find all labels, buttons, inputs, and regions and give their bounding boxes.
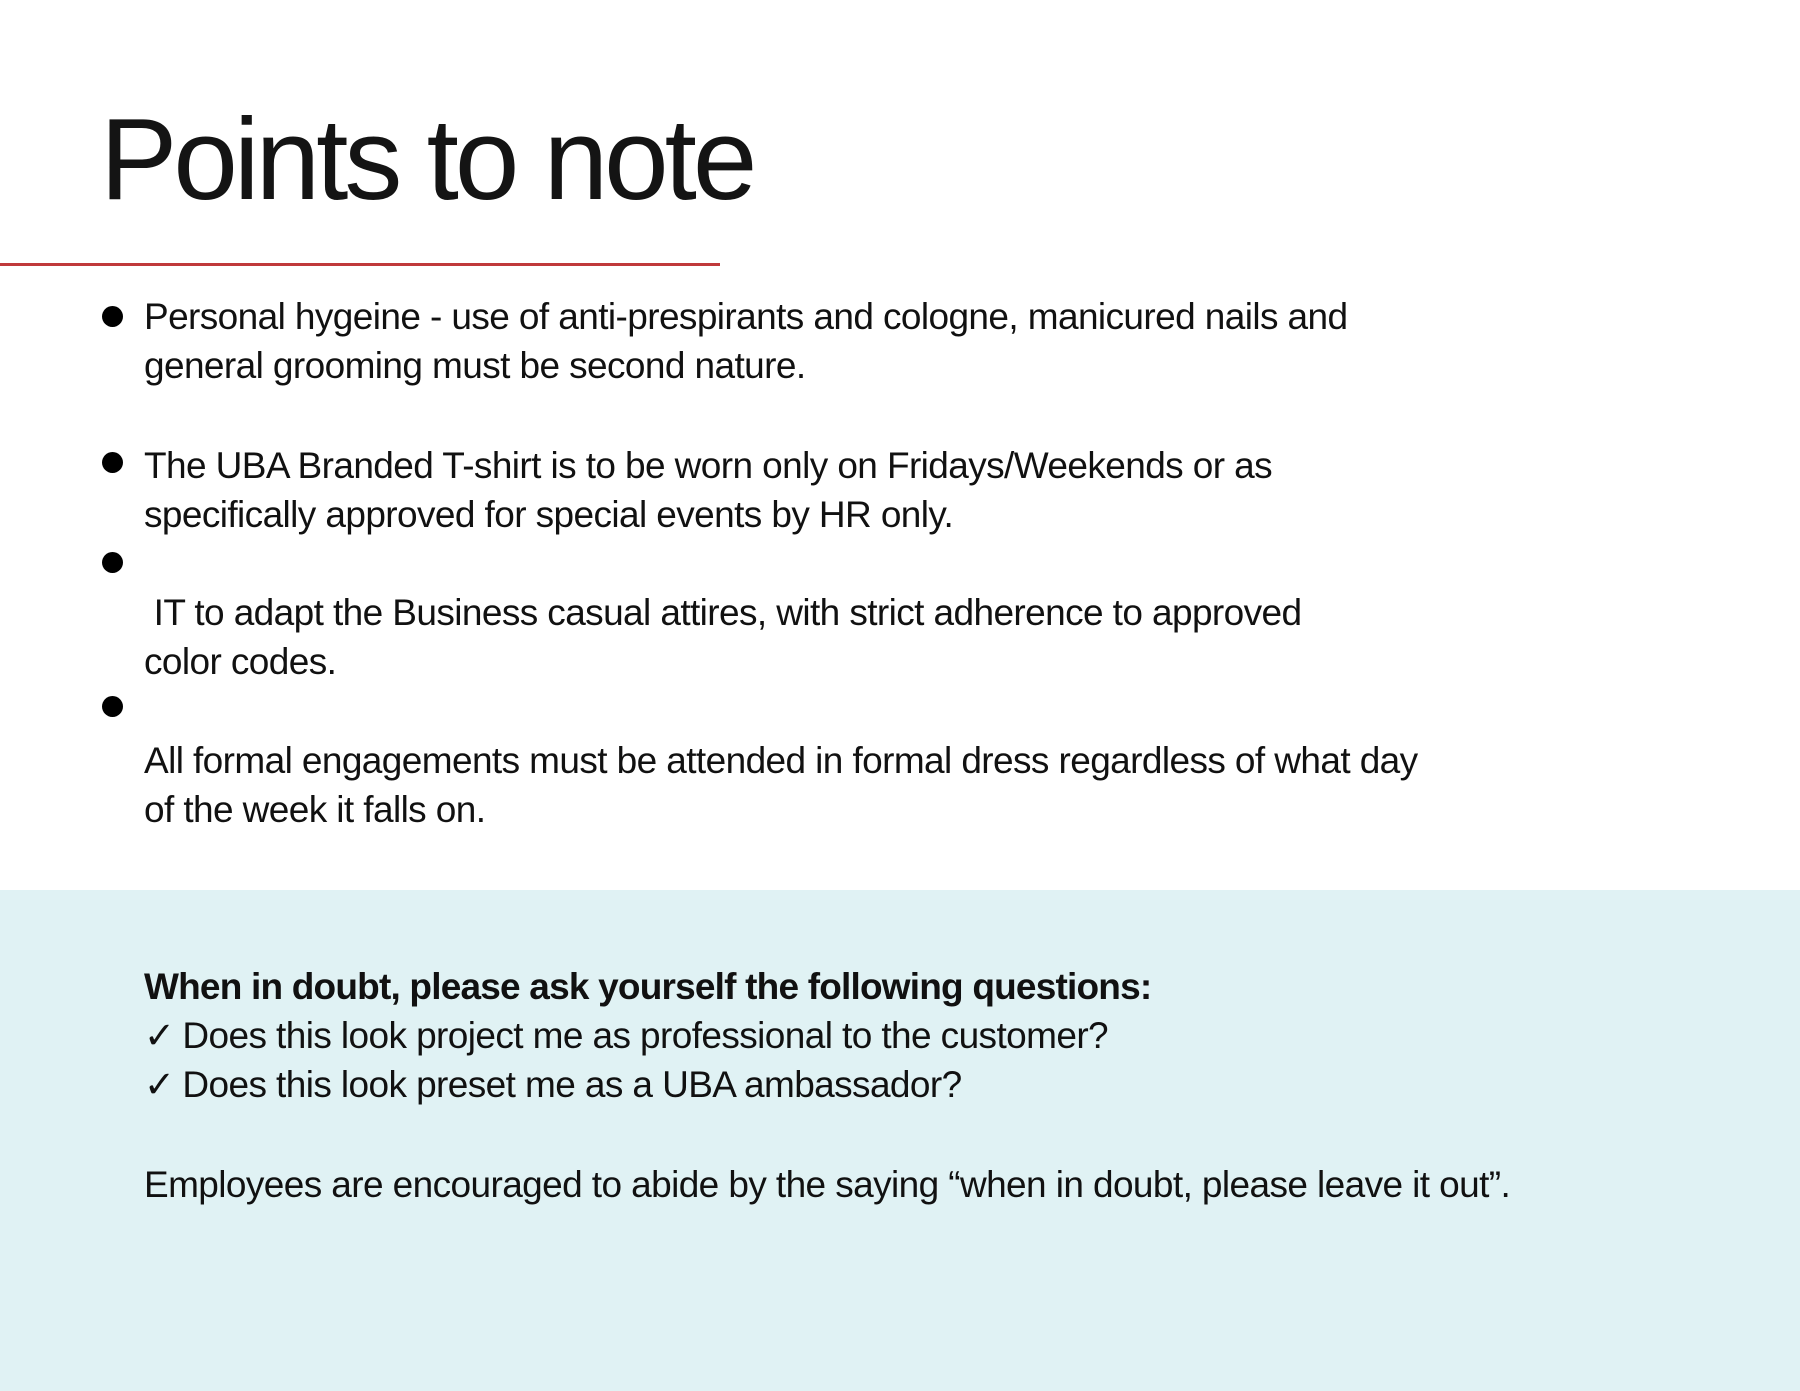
checkmark-icon: ✓ [144, 1015, 175, 1056]
bullet-3-line-2: color codes. [144, 641, 337, 682]
bullet-3-line-1: IT to adapt the Business casual attires, with strict adherence to approved [144, 592, 1302, 633]
question-text: Does this look preset me as a UBA ambassador? [182, 1064, 962, 1105]
questions-heading: When in doubt, please ask yourself the following questions: [144, 966, 1152, 1007]
question-item [144, 1060, 962, 1109]
question-text: Does this look project me as professional to the customer? [182, 1015, 1109, 1056]
bullet-dot [102, 306, 123, 327]
bullet-dot [102, 452, 123, 473]
page-title: Points to note [100, 94, 754, 224]
checkmark-icon: ✓ [144, 1064, 175, 1105]
bullet-4-line-2: of the week it falls on. [144, 789, 486, 830]
question-item [144, 1011, 1108, 1060]
bullet-2-line-2: specifically approved for special events by HR only. [144, 494, 954, 535]
closing-statement: Employees are encouraged to abide by the saying “when in doubt, please leave it out”. [144, 1164, 1511, 1205]
bullet-4-line-1: All formal engagements must be attended in formal dress regardless of what day [144, 740, 1418, 781]
bullet-1-line-2: general grooming must be second nature. [144, 345, 806, 386]
bullet-dot [102, 552, 123, 573]
bullet-2-line-1: The UBA Branded T-shirt is to be worn only on Fridays/Weekends or as [144, 445, 1273, 486]
bullet-1-line-1: Personal hygeine - use of anti-prespirants and cologne, manicured nails and [144, 296, 1348, 337]
title-underline [0, 263, 720, 266]
bullet-dot [102, 696, 123, 717]
